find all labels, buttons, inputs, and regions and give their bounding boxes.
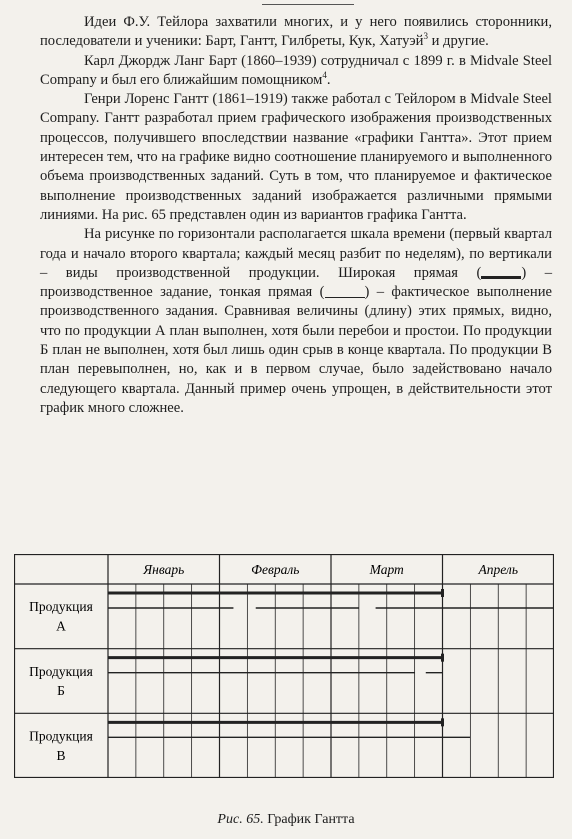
caption-title: График Гантта xyxy=(267,812,355,827)
figure-caption xyxy=(0,812,572,828)
row-label-letter: А xyxy=(56,618,66,634)
row-label-letter: В xyxy=(56,747,66,763)
row-label-letter: Б xyxy=(57,683,65,699)
thick-line-sample xyxy=(481,268,521,279)
caption-number: Рис. 65. xyxy=(217,812,264,827)
thin-line-sample xyxy=(325,288,365,298)
body-text xyxy=(40,13,552,418)
row-label: Продукция xyxy=(29,599,93,615)
paragraph-1: Идеи Ф.У. Тейлора захватили многих, и у него появились сторонники, последователи и ученики: Барт, Гантт, Гилбреты, Кук, Хатуэй$^3$ и другие. xyxy=(40,14,552,50)
month-label: Март xyxy=(369,562,404,577)
paragraph-4: На рисунке по горизонтали располагается шкала времени (первый квартал года и начало второго квартала; каждый месяц разбит по неделям), по вертикали – виды производственной продукции. Широкая прямая ( ) – производственное задание, тонкая прямая ( ) – фактическое выполнение производственного задания. Сравнивая величины (длину) этих прямых, видно, что по продукции А план выполнен, хотя были перебои и простои. По продукции Б план не выполнен, хотя был лишь один срыв в конце квартала. По продукции В план перевыполнен, но, как и в первом случае, было задействовано начало следующего квартала. Данный пример очень упрощен, в действительности этот график много сложнее. xyxy=(40,226,553,416)
paragraph-3: Генри Лоренс Гантт (1861–1919) также работал с Тейлором в Midvale Steel Company. Гантт разработал прием графического изображения производственных процессов, получившего впоследствии название «графики Гантта». Этот прием интересен тем, что на графике видно соотношение планируемого и выполненного объема производственных заданий. Суть в том, что планируемое и фактическое выполнение производственных заданий изображается различными прямыми линиями. На рис. 65 представлен один из вариантов графика Гантта. xyxy=(40,91,552,223)
row-label: Продукция xyxy=(29,663,93,679)
gantt-chart-svg xyxy=(14,554,554,778)
gantt-chart xyxy=(14,554,554,778)
month-label: Январь xyxy=(143,562,185,577)
top-rule xyxy=(262,4,354,5)
row-label: Продукция xyxy=(29,728,93,744)
month-label: Февраль xyxy=(251,562,300,577)
month-label: Апрель xyxy=(478,562,518,577)
paragraph-2: Карл Джордж Ланг Барт (1860–1939) сотрудничал с 1899 г. в Midvale Steel Company и был его ближайшим помощником$^4$. xyxy=(40,52,552,88)
